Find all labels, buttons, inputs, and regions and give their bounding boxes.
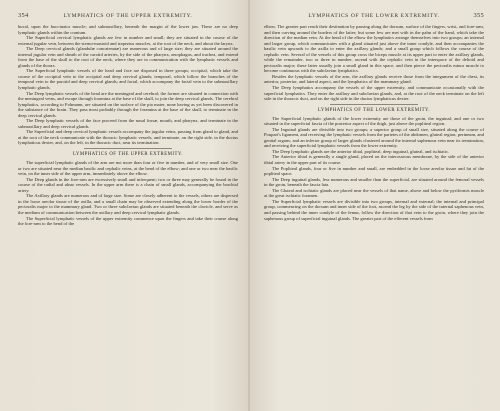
- body-paragraph: The Superficial lymphatic vessels of the upper extremity commence upon the fingers and take their course along the fore-arm to the bend of the: [18, 215, 238, 227]
- section-heading: LYMPHATICS OF THE UPPER EXTREMITY.: [72, 152, 184, 158]
- body-paragraph: The Anterior tibial is generally a single gland, placed on the interosseous membrane, by the side of the anterior tibial artery in the upper part of its course.: [264, 154, 484, 166]
- body-paragraph: The Superficial cervical lymphatic glands are few in number and small; they are situated in the course of the external jugular vein, between the sterno-mastoid and trapezius muscles, at the root of the neck, and about the larynx.: [18, 35, 238, 46]
- left-running-head: [18, 12, 238, 19]
- section-rule: [330, 104, 418, 105]
- body-paragraph: The Deep inguinal glands, less numerous and smaller than the superficial, are situated around the femoral vessels in the groin, beneath the fascia lata.: [264, 176, 484, 188]
- body-paragraph: The Deep lymphatics accompany the vessels of the upper extremity, and communicate occasionally with the superficial lymphatics. They enter the axillary and subclavian glands, and, at the root of the neck terminate on the left side in the thoracic duct, and on the right side in the ductus lymphaticus dexter.: [264, 85, 484, 102]
- body-paragraph: bucal, upon the buccinator muscle; and submaxillary, beneath the margin of the lower jaw. These are no deep lymphatic glands within the cranium.: [18, 24, 238, 35]
- body-paragraph: The Inguinal glands are divisible into two groups; a superior group of small size, situated along the course of Poupart's ligament, and receiving the lymphatic vessels from the parietes of the abdomen, gluteal region, perineum, and genital organs; and an inferior group of larger glands clustered around the internal saphenous vein near its termination, and receiving the superficial lymphatic vessels from the lower extremity.: [264, 126, 484, 149]
- right-page-body: [264, 24, 484, 221]
- body-paragraph: The Gluteal and ischiatic glands are placed near the vessels of that name, above and below the pyriformis muscle at the great ischiatic foramen.: [264, 187, 484, 199]
- right-page: [250, 0, 500, 411]
- section-heading: LYMPHATICS OF THE LOWER EXTREMITY.: [317, 107, 431, 113]
- body-paragraph: The Deep glands in the fore-arm are excessively small and infrequent; two or three may generally be found in the course of the radial and ulnar vessels. In the upper arm there is a chain of small glands, accompanying the brachial artery.: [18, 176, 238, 193]
- body-paragraph: The Superficial and deep cervical lymphatic vessels accompany the jugular veins, passing from gland to gland, and at the root of the neck communicate with the thoracic lymphatic vessels, and terminate, on the right side, in the ductus lymphaticus dexter, and, on the left, in the thoracic duct, near its termination.: [18, 129, 238, 146]
- left-page-body: [18, 24, 238, 227]
- body-paragraph: The Superficial lymphatic vessels are divisible into two groups, internal and external; the internal and principal group, commencing on the dorsum and inner side of the foot, ascend the leg by the side of the internal saphenous vein, and passing behind the inner condyle of the femur, follow the direction of that vein to the groin, where they join the saphenous group of superficial inguinal glands. The greater part of the efferent vessels from: [264, 198, 484, 221]
- body-paragraph: The Superficial lymphatic glands of the lower extremity are those of the groin, the inguinal; and one or two situated in the superficial fascia of the posterior aspect of the thigh, just above the popliteal region.: [264, 115, 484, 127]
- body-paragraph: The Popliteal glands, four or five in number and small, are embedded in the loose areolar tissue and fat of the popliteal space.: [264, 165, 484, 177]
- body-paragraph: Besides the lymphatic vessels of the arm, the axillary glands receive those from the integument of the chest, its anterior, posterior, and lateral aspect, and the lymphatics of the mammary gland.: [264, 73, 484, 85]
- left-page-number: 354: [18, 12, 29, 19]
- body-paragraph: The Deep cervical glands (glandulæ concatenatæ) are numerous and of large size; they are situated around the internal jugular vein and sheath of the carotid arteries, by the side of the pharynx, œsophagus, and trachea, and extend from the base of the skull to the root of the neck, where they are in communication with the lymphatic vessels and glands of the thorax.: [18, 46, 238, 68]
- body-paragraph: The superficial lymphatic glands of the arm are not more than four or five in number, and of very small size. One or two are situated near the median basilic and cephalic veins, at the bend of the elbow; and one or two near the basilic vein, on the inner side of the upper arm, immediately above the elbow.: [18, 160, 238, 177]
- body-paragraph: The Deep lymphatic glands are the anterior tibial, popliteal, deep inguinal, gluteal, and ischiatic.: [272, 148, 450, 154]
- right-running-title: LYMPHATICS OF THE LOWER EXTREMITY.: [308, 13, 440, 19]
- left-running-title: LYMPHATICS OF THE UPPER EXTREMITY.: [63, 13, 193, 19]
- right-running-head: [264, 12, 484, 19]
- body-paragraph: The Superficial lymphatic vessels of the head and face are disposed in three groups; occipital, which take the course of the occipital vein to the occipital and deep cervical glands; temporal, which follow the branches of the temporal vein to the parotid and deep cervical glands; and facial, which accompany the facial vein to the submaxillary lymphatic glands.: [18, 68, 238, 91]
- right-page-number: 355: [473, 12, 484, 19]
- body-paragraph: The Deep lymphatic vessels of the head are the meningeal and cerebral; the former are situated in connection with the meningeal veins, and escape through foramina at the base of the skull, to join the deep cervical glands. The cerebral lymphatics, according to Fohmann, are situated on the surface of the pia mater, none having as yet been discovered in the substance of the brain. They pass most probably through the foramina at the base of the skull, to terminate in the deep cervical glands.: [18, 90, 238, 118]
- body-paragraph: The Axillary glands are numerous and of large size. Some are closely adherent to the vessels, others are dispersed in the loose areolar tissue of the axilla, and a small chain may be observed extending along the lower border of the pectoralis major to the mammary gland. Two or three subclavian glands are situated beneath the clavicle, and serve as the medium of communication between the axillary and deep cervical lymphatic glands.: [18, 193, 238, 215]
- section-rule: [84, 148, 172, 149]
- body-paragraph: The Deep lymphatic vessels of the face proceed from the nasal fossæ, mouth, and pharynx, and terminate in the submaxillary and deep cervical glands.: [18, 118, 238, 129]
- body-paragraph: elbow. The greater part reach their destination by passing along the dorsum, surface of the fingers, wrist, and fore-arm, and then curving around the borders of the latter; but some few are met with in the palm of the hand, which take the direction of the median vein. At the bend of the elbow the lymphatics arrange themselves into two groups; an internal and larger group, which communicates with a gland situated just above the inner condyle, and then accompanies the basilic vein upwards to the axilla to enter the axillary glands; and a small group which follows the course of the cephalic vein. Several of the vessels of this group cross the biceps muscle at its upper part to enter the axillary glands, while the remainder, two or three in number, ascend with the cephalic vein in the interspace of the deltoid and pectoralis major; these latter usually join a small gland in this space, and then pierce the pectoralis minor muscle to become continuous with the subclavian lymphatics.: [264, 24, 484, 74]
